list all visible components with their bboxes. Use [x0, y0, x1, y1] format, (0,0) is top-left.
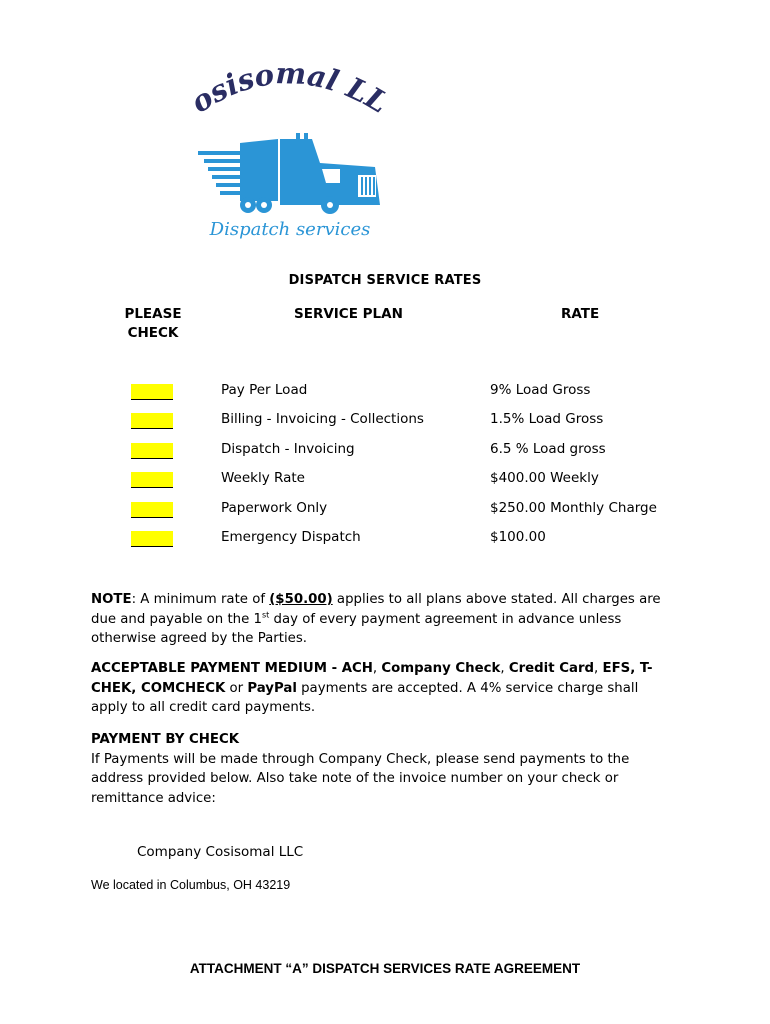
check-box[interactable] — [131, 472, 173, 488]
location-line: We located in Columbus, OH 43219 — [91, 878, 291, 892]
note-text-2: applies to all plans above stated. All charges are due and payable on the 1 — [91, 592, 661, 627]
payment-company-check: Company Check — [381, 661, 501, 676]
payment-or: or — [225, 680, 248, 696]
payment-comma: , — [594, 661, 603, 676]
table-row — [0, 382, 770, 404]
check-box[interactable] — [131, 413, 173, 429]
minimum-amount: ($50.00) — [269, 592, 333, 607]
plan-rate: $400.00 Weekly — [490, 470, 599, 486]
plan-name: Emergency Dispatch — [221, 529, 361, 545]
note-text-1: : A minimum rate of — [131, 592, 270, 607]
page-title: DISPATCH SERVICE RATES — [288, 273, 482, 288]
table-row — [0, 500, 770, 522]
company-logo — [180, 55, 410, 255]
payment-comma: , — [500, 661, 509, 676]
plan-name: Weekly Rate — [221, 470, 305, 486]
table-row — [0, 470, 770, 492]
table-row — [0, 411, 770, 433]
table-row — [0, 441, 770, 463]
payment-medium-label: ACCEPTABLE PAYMENT MEDIUM — [91, 661, 327, 676]
plan-name: Pay Per Load — [221, 382, 308, 398]
note-paragraph — [91, 590, 676, 649]
logo-subtitle-text: Dispatch services — [209, 219, 371, 240]
payment-ach: ACH — [341, 661, 373, 676]
logo-graphic — [180, 55, 410, 255]
check-box[interactable] — [131, 502, 173, 518]
plan-rate: 1.5% Load Gross — [490, 411, 604, 427]
plan-rate: 9% Load Gross — [490, 382, 591, 398]
header-please-check — [123, 305, 183, 343]
check-box[interactable] — [131, 443, 173, 459]
plan-name: Paperwork Only — [221, 500, 328, 516]
note-label: NOTE — [91, 592, 132, 607]
header-service-plan: SERVICE PLAN — [294, 306, 403, 322]
payment-efs-tchek-comcheck: EFS, T-CHEK, COMCHECK — [91, 661, 653, 696]
plan-name: Dispatch - Invoicing — [221, 441, 355, 457]
company-name-line: Company Cosisomal LLC — [137, 844, 304, 860]
payment-paypal: PayPal — [247, 680, 297, 696]
payment-medium-sep: - — [326, 661, 342, 676]
payment-check-section — [91, 730, 676, 808]
plan-name: Billing - Invoicing - Collections — [221, 411, 424, 427]
header-rate: RATE — [561, 306, 600, 322]
plan-rate: 6.5 % Load gross — [490, 441, 606, 457]
header-check-line2: CHECK — [127, 325, 179, 341]
note-text-3: day of every payment agreement in advance unless otherwise agreed by the Parties. — [91, 611, 622, 646]
note-superscript: st — [261, 610, 270, 620]
check-box[interactable] — [131, 531, 173, 547]
payment-comma: , — [372, 661, 382, 676]
table-row — [0, 529, 770, 551]
check-box[interactable] — [131, 384, 173, 400]
payment-check-label: PAYMENT BY CHECK — [91, 732, 240, 747]
attachment-footer: ATTACHMENT “A” DISPATCH SERVICES RATE AGREEMENT — [189, 961, 581, 976]
payment-credit-card: Credit Card — [508, 661, 595, 676]
payment-medium-paragraph — [91, 659, 676, 718]
truck-icon — [198, 133, 380, 214]
header-check-line1: PLEASE — [124, 306, 182, 322]
plan-rate: $100.00 — [490, 529, 546, 545]
payment-medium-rest: payments are accepted. A 4% service charge shall apply to all credit card payments. — [91, 680, 639, 715]
payment-check-text: If Payments will be made through Company Check, please send payments to the address provided below. Also take note of the invoice number on your check or remittance advice: — [91, 751, 630, 806]
logo-brand-text: osisomal LL — [184, 56, 395, 120]
plan-rate: $250.00 Monthly Charge — [490, 500, 657, 516]
